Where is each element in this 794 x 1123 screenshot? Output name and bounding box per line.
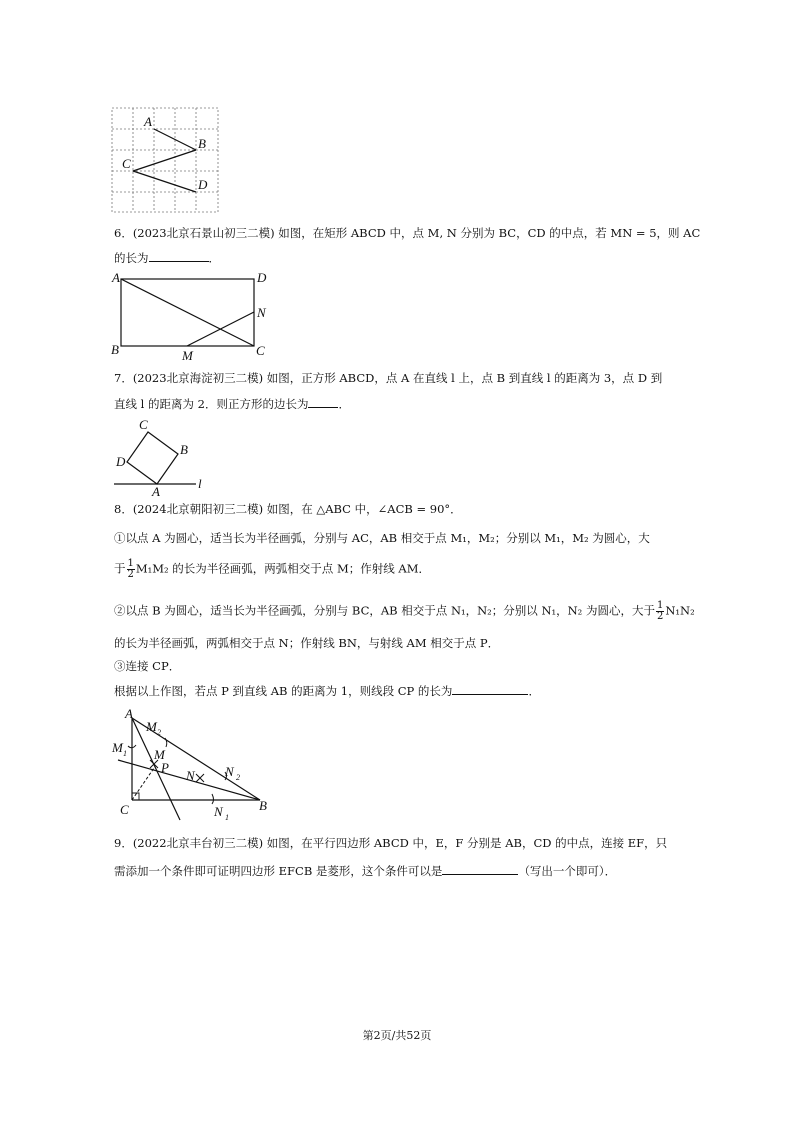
label-D: D — [116, 454, 126, 469]
label-N2: N — [225, 764, 234, 779]
q7-line1: 7．(2023北京海淀初三二模) 如图，正方形 ABCD，点 A 在直线 l 上，点 B 到直线 l 的距离为 3，点 D 到 — [114, 371, 663, 385]
label-D: D — [257, 270, 267, 285]
label-N1: N — [214, 804, 223, 819]
label-M: M — [154, 747, 165, 762]
sub-M1: 1 — [123, 749, 127, 758]
label-A: A — [112, 270, 120, 285]
label-C: C — [122, 156, 131, 171]
q8-line5: 的长为半径画弧，两弧相交于点 N；作射线 BN，与射线 AM 相交于点 P． — [114, 636, 500, 650]
label-M: M — [182, 348, 193, 363]
label-D: D — [198, 177, 208, 192]
q8-line7 — [114, 682, 540, 698]
label-M2: M — [146, 719, 157, 734]
q8-line4-post: N₁N₂ — [665, 603, 695, 618]
q7-line2-pre: 直线 l 的距离为 2．则正方形的边长为 — [114, 397, 309, 411]
frac-numerator-2: 1 — [656, 600, 664, 611]
label-N: N — [257, 305, 266, 320]
q8-line7-pre: 根据以上作图，若点 P 到直线 AB 的距离为 1，则线段 CP 的长为 — [114, 684, 453, 698]
q8-line3-post: M₁M₂ 的长为半径画弧，两弧相交于点 M；作射线 AM． — [135, 561, 430, 576]
q7-answer-blank[interactable] — [308, 395, 338, 408]
label-M1: M — [112, 740, 123, 755]
q9-line2-post: （写出一个即可）． — [518, 864, 617, 878]
q8-line7-post: ． — [528, 684, 540, 698]
q8-line4 — [114, 601, 695, 622]
label-P: P — [161, 760, 169, 775]
sub-M2: 2 — [157, 728, 161, 737]
label-A: A — [144, 114, 152, 129]
q6-line2 — [114, 249, 220, 265]
q8-line4-pre: ②以点 B 为圆心，适当长为半径画弧，分别与 BC，AB 相交于点 N₁，N₂；分别以 N₁，N₂ 为圆心，大于 — [114, 603, 655, 618]
rectangle-figure — [108, 268, 278, 364]
frac-denominator: 2 — [127, 569, 134, 580]
q8-line3-pre: 于 — [114, 561, 126, 576]
half-fraction — [127, 559, 135, 580]
q9-line2-pre: 需添加一个条件即可证明四边形 EFCB 是菱形，这个条件可以是 — [114, 864, 443, 878]
q7-line2 — [114, 395, 350, 411]
q7-line2-post: ． — [338, 397, 350, 411]
half-fraction-2 — [656, 601, 664, 622]
label-C: C — [256, 343, 265, 358]
label-N: N — [186, 768, 195, 783]
q8-line3 — [114, 559, 430, 580]
frac-denominator-2: 2 — [656, 611, 664, 622]
label-B: B — [180, 442, 188, 457]
sub-N1: 1 — [225, 813, 229, 822]
label-A: A — [125, 706, 133, 721]
label-B: B — [259, 798, 267, 813]
q8-answer-blank[interactable] — [452, 682, 528, 695]
q9-line2 — [114, 862, 616, 878]
q9-answer-blank[interactable] — [442, 862, 518, 875]
page-footer: 第2页/共52页 — [362, 1029, 432, 1042]
label-B: B — [198, 136, 206, 151]
q9-line1: 9．(2022北京丰台初三二模) 如图，在平行四边形 ABCD 中，E，F 分别是 AB，CD 的中点，连接 EF，只 — [114, 836, 668, 850]
triangle-construction-figure — [108, 704, 280, 826]
label-B: B — [111, 342, 119, 357]
label-C: C — [120, 802, 129, 817]
label-A: A — [152, 484, 160, 498]
q8-line6: ③连接 CP． — [114, 659, 181, 673]
label-l: l — [198, 476, 202, 491]
q6-line2-pre: 的长为 — [114, 251, 149, 265]
q8-line1: 8．(2024北京朝阳初三二模) 如图，在 △ABC 中，∠ACB = 90°． — [114, 502, 462, 516]
grid-figure — [108, 104, 224, 216]
label-C: C — [139, 417, 148, 432]
q8-line2: ①以点 A 为圆心，适当长为半径画弧，分别与 AC，AB 相交于点 M₁，M₂；分别以 M₁，M₂ 为圆心，大 — [114, 531, 650, 545]
q6-answer-blank[interactable] — [149, 249, 209, 262]
square-figure — [108, 414, 218, 498]
q6-line1: 6．(2023北京石景山初三二模) 如图，在矩形 ABCD 中，点 M, N 分别为 BC，CD 的中点，若 MN = 5，则 AC — [114, 226, 701, 240]
sub-N2: 2 — [236, 773, 240, 782]
frac-numerator: 1 — [127, 558, 134, 569]
q6-line2-post: ． — [208, 251, 220, 265]
